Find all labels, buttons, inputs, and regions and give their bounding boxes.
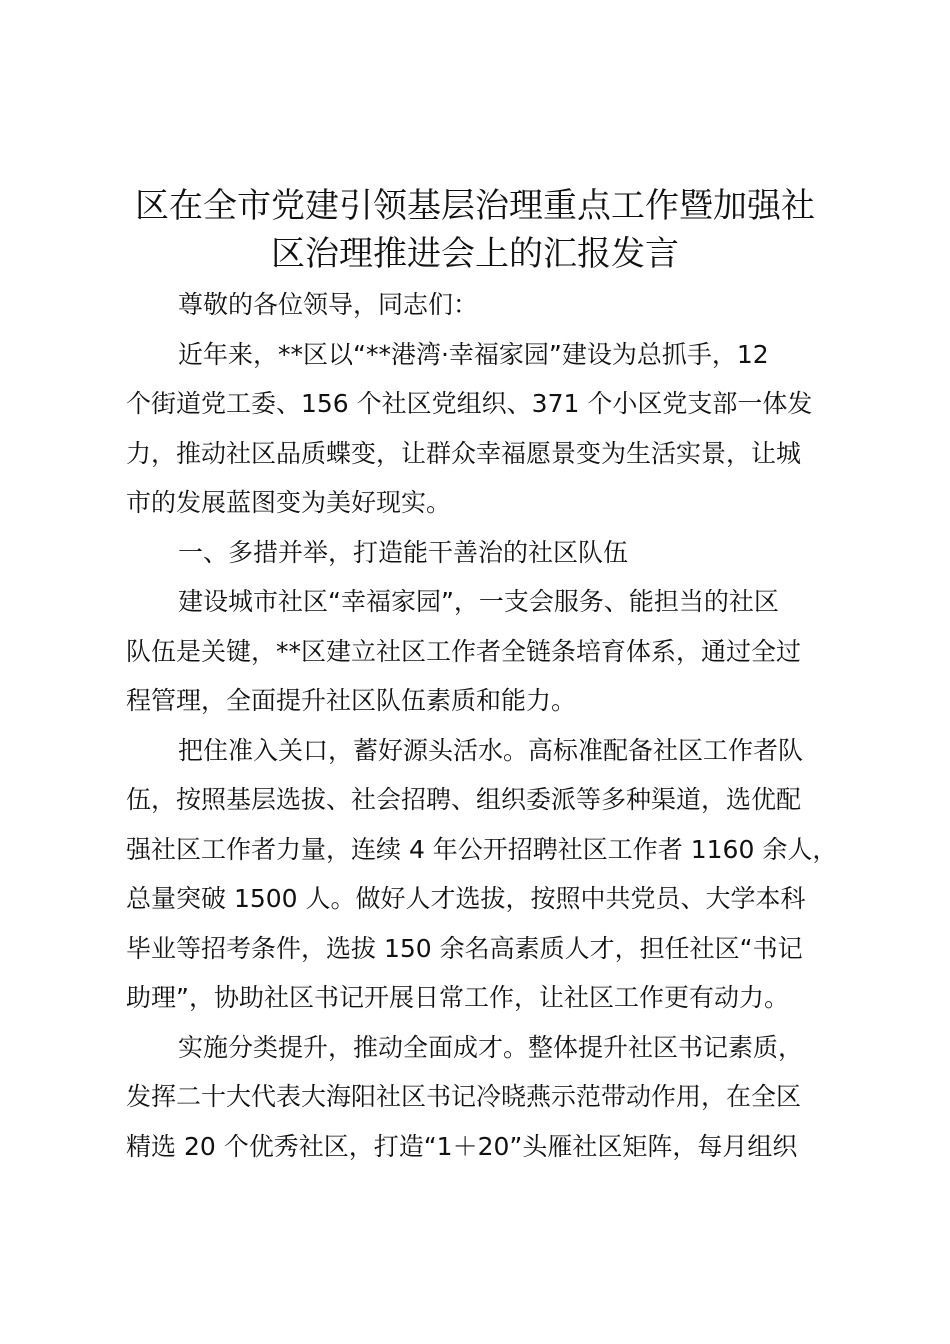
title-line-1: 区在全市党建引领基层治理重点工作暨加强社 xyxy=(135,186,815,226)
body-line: 伍，按照基层选拔、社会招聘、组织委派等多种渠道，选优配 xyxy=(126,785,802,814)
body-line: 发挥二十大代表大海阳社区书记冷晓燕示范带动作用，在全区 xyxy=(126,1082,802,1111)
body-line: 队伍是关键，**区建立社区工作者全链条培育体系，通过全过 xyxy=(126,636,802,666)
title-line-2: 区治理推进会上的汇报发言 xyxy=(271,234,679,274)
body-line: 总量突破 1500 人。做好人才选拔，按照中共党员、大学本科 xyxy=(126,884,806,913)
salutation: 尊敬的各位领导，同志们： xyxy=(178,290,479,319)
body-line: 力，推动社区品质蝶变，让群众幸福愿景变为生活实景，让城 xyxy=(126,438,802,468)
body-line: 近年来，**区以“**港湾·幸福家园”建设为总抓手，12 xyxy=(178,339,769,369)
body-line: 毕业等招考条件，选拔 150 余名高素质人才，担任社区“书记 xyxy=(126,933,803,963)
body-line: 强社区工作者力量，连续 4 年公开招聘社区工作者 1160 余人， xyxy=(126,834,838,864)
document-body xyxy=(126,280,866,1171)
body-line: 个街道党工委、156 个社区党组织、371 个小区党支部一体发 xyxy=(126,389,813,418)
body-line: 助理”，协助社区书记开展日常工作，让社区工作更有动力。 xyxy=(126,983,789,1012)
section-heading: 一、多措并举，打造能干善治的社区队伍 xyxy=(178,537,629,567)
document-title xyxy=(110,182,840,278)
body-line: 实施分类提升，推动全面成才。整体提升社区书记素质， xyxy=(178,1032,804,1062)
body-line: 市的发展蓝图变为美好现实。 xyxy=(126,488,452,517)
body-line: 把住准入关口，蓄好源头活水。高标准配备社区工作者队 xyxy=(178,735,804,765)
body-line: 精选 20 个优秀社区，打造“1＋20”头雁社区矩阵，每月组织 xyxy=(126,1131,798,1161)
body-line: 程管理，全面提升社区队伍素质和能力。 xyxy=(126,686,577,715)
body-line: 建设城市社区“幸福家园”，一支会服务、能担当的社区 xyxy=(178,587,779,616)
